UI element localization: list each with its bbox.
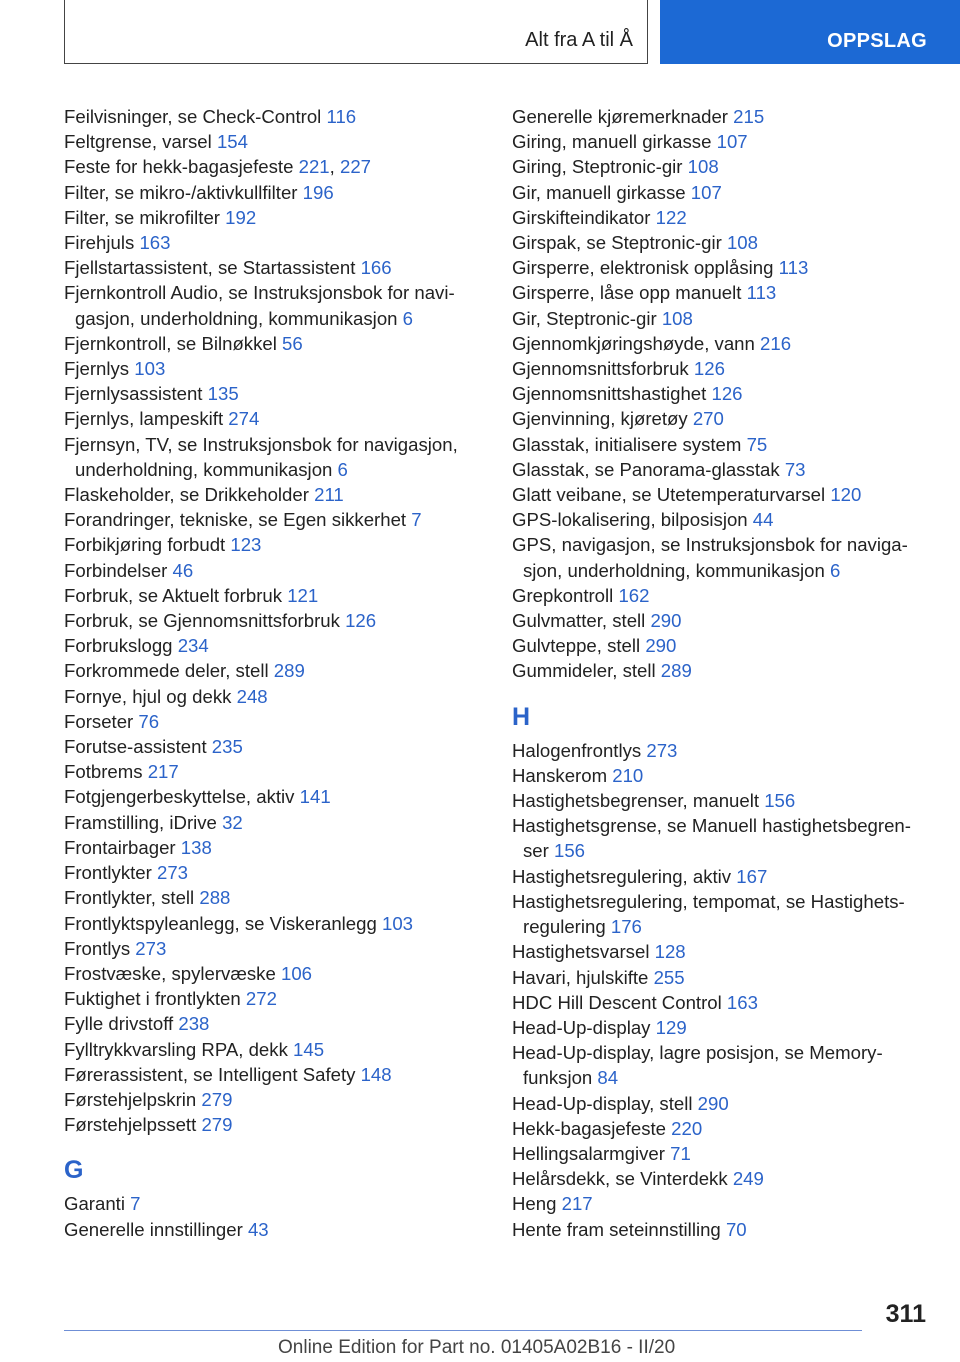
index-entry <box>512 1015 932 1040</box>
index-entry <box>512 280 932 305</box>
index-entry <box>64 180 484 205</box>
entry-term: Feltgrense, varsel <box>64 131 217 153</box>
footer-edition: Online Edition for Part no. 01405A02B16 - II/20 <box>278 1337 676 1358</box>
page-reference-link[interactable]: 6 <box>337 458 348 480</box>
index-entry <box>64 633 484 658</box>
index-entry <box>512 583 932 608</box>
page-reference-link[interactable]: 167 <box>736 865 768 887</box>
page-reference-link[interactable]: 156 <box>764 790 796 812</box>
page-reference-link[interactable]: 192 <box>225 206 257 228</box>
page-reference-link[interactable]: 249 <box>732 1168 764 1190</box>
entry-term: Hente fram seteinnstilling <box>512 1218 726 1240</box>
page-reference-link[interactable]: 76 <box>138 710 160 732</box>
index-entry <box>512 1040 932 1090</box>
entry-term: Frontlykter, stell <box>64 887 200 909</box>
index-entry <box>512 482 932 507</box>
entry-term: Havari, hjulskifte <box>512 966 654 988</box>
entry-term: Girskifteindikator <box>512 206 656 228</box>
entry-term: Forkrommede deler, stell <box>64 660 274 682</box>
entry-term: Fotgjengerbeskyttelse, aktiv <box>64 786 300 808</box>
entry-term: Feste for hekk-bagasjefeste <box>64 156 299 178</box>
entry-term: Fjernlys, lampeskift <box>64 408 229 430</box>
entry-term: Frontlyktspyleanlegg, se Viskeranlegg <box>64 912 382 934</box>
page-reference-link[interactable]: 279 <box>201 1114 233 1136</box>
entry-term: Head-Up-display, lagre posisjon, se Memory- <box>512 1042 883 1064</box>
page-reference-link[interactable]: 70 <box>725 1218 747 1240</box>
index-column-right <box>512 104 932 1242</box>
page-reference-link[interactable]: 273 <box>646 739 678 761</box>
index-entry <box>512 633 932 658</box>
page-number: 311 <box>885 1300 926 1328</box>
entry-term: Girsperre, elektronisk opplåsing <box>512 257 779 279</box>
tab-label: OPPSLAG <box>827 30 927 52</box>
entry-term: Gir, Steptronic-gir <box>512 307 662 329</box>
page-reference-link[interactable]: 108 <box>661 307 693 329</box>
page-reference-link[interactable]: 274 <box>228 408 260 430</box>
index-letter-heading: H <box>512 702 531 731</box>
entry-continuation <box>512 838 932 863</box>
page-reference-link[interactable]: 220 <box>671 1117 703 1139</box>
page-reference-link[interactable]: 148 <box>360 1063 392 1085</box>
entry-term: Forbikjøring forbudt <box>64 534 231 556</box>
entry-term: Helårsdekk, se Vinterdekk <box>512 1168 733 1190</box>
entry-term: Flaskeholder, se Drikkeholder <box>64 484 315 506</box>
page-reference-link[interactable]: 107 <box>690 181 722 203</box>
index-entry <box>64 154 484 179</box>
index-entry <box>64 1011 484 1036</box>
index-entry <box>64 1112 484 1137</box>
page-reference-link[interactable]: 126 <box>711 383 743 405</box>
entry-term: Hastighetsbegrenser, manuelt <box>512 790 765 812</box>
index-entry <box>512 813 932 863</box>
page-reference-link[interactable]: 32 <box>222 811 243 833</box>
index-entry <box>512 129 932 154</box>
entry-term: Hastighetsregulering, aktiv <box>512 865 737 887</box>
index-entry <box>64 583 484 608</box>
entry-term-continued: regulering <box>523 916 611 938</box>
index-entry <box>64 885 484 910</box>
entry-term: Førstehjelpskrin <box>64 1088 202 1110</box>
page-reference-link[interactable]: 216 <box>760 332 792 354</box>
entry-term: Fjernlys <box>64 358 135 380</box>
entry-term: Girspak, se Steptronic-gir <box>512 232 727 254</box>
page-reference-link[interactable]: 235 <box>211 736 243 758</box>
index-entry <box>512 763 932 788</box>
page-reference-link[interactable]: 238 <box>178 1013 210 1035</box>
index-entry <box>64 860 484 885</box>
index-entry <box>512 507 932 532</box>
index-entry <box>64 507 484 532</box>
page-reference-link[interactable]: 211 <box>314 484 344 506</box>
page-reference-link[interactable]: 279 <box>201 1088 233 1110</box>
page-reference-link[interactable]: 6 <box>402 307 414 329</box>
entry-term-continued: ser <box>523 840 554 862</box>
page-reference-link[interactable]: 163 <box>726 991 758 1013</box>
index-entry <box>64 558 484 583</box>
entry-term: Gummideler, stell <box>512 660 661 682</box>
entry-term: Generelle kjøremerknader <box>512 106 734 127</box>
page-reference-link[interactable]: 120 <box>830 484 862 506</box>
entry-continuation <box>512 558 932 583</box>
entry-term: Head-Up-display <box>512 1016 656 1038</box>
page-reference-link[interactable]: 103 <box>134 358 166 380</box>
entry-term: Giring, manuell girkasse <box>512 131 717 153</box>
index-entry <box>64 205 484 230</box>
page-reference-link[interactable]: 273 <box>157 862 189 884</box>
page-reference-link[interactable]: 84 <box>597 1067 619 1089</box>
entry-term: Gjennomkjøringshøyde, vann <box>512 332 761 354</box>
entry-term: GPS, navigasjon, se Instruksjonsbok for naviga- <box>512 534 908 556</box>
entry-term: Frontairbager <box>64 836 181 858</box>
index-entry <box>512 864 932 889</box>
index-entry <box>64 936 484 961</box>
entry-term: Gjennomsnittsforbruk <box>512 358 694 380</box>
index-entry <box>512 1116 932 1141</box>
entry-term: Gjenvinning, kjøretøy <box>512 408 693 430</box>
page-reference-link[interactable]: 138 <box>180 836 212 858</box>
index-entry <box>512 230 932 255</box>
index-entry <box>64 255 484 280</box>
entry-term: Framstilling, iDrive <box>64 811 223 833</box>
entry-term: Gir, manuell girkasse <box>512 181 691 203</box>
entry-term: Filter, se mikro-/aktivkullfilter <box>64 181 303 203</box>
index-entry <box>512 532 932 582</box>
index-entry <box>64 406 484 431</box>
page-reference-link[interactable]: 7 <box>411 509 422 531</box>
index-entry <box>64 608 484 633</box>
entry-term: Hellingsalarmgiver <box>512 1142 671 1164</box>
index-entry <box>512 154 932 179</box>
index-entry <box>64 432 484 482</box>
entry-term: Heng <box>512 1193 562 1215</box>
page-reference-link[interactable]: 290 <box>645 635 677 657</box>
page-reference-link[interactable]: 289 <box>660 660 692 682</box>
entry-term: Head-Up-display, stell <box>512 1092 698 1114</box>
entry-term: Glatt veibane, se Utetemperaturvarsel <box>512 484 831 506</box>
page-reference-link[interactable]: 107 <box>716 131 748 153</box>
entry-term: Fylle drivstoff <box>64 1013 179 1035</box>
page-reference-link[interactable]: 273 <box>135 937 167 959</box>
index-letter-heading: G <box>64 1156 84 1185</box>
entry-term: Girsperre, låse opp manuelt <box>512 282 747 304</box>
entry-term: Glasstak, se Panorama-glasstak <box>512 458 785 480</box>
index-entry <box>64 1037 484 1062</box>
index-entry <box>512 1166 932 1191</box>
index-entry <box>64 835 484 860</box>
index-entry <box>64 961 484 986</box>
entry-term: Forbindelser <box>64 559 173 581</box>
page-reference-link[interactable]: 156 <box>554 840 586 862</box>
index-entry <box>64 684 484 709</box>
index-entry <box>512 306 932 331</box>
index-entry <box>64 356 484 381</box>
page-reference-link[interactable]: 217 <box>561 1193 593 1215</box>
entry-term: Fjernlysassistent <box>64 383 208 405</box>
index-entry <box>512 889 932 939</box>
entry-term: GPS-lokalisering, bilposisjon <box>512 509 753 531</box>
page-reference-link[interactable]: 7 <box>130 1193 141 1215</box>
entry-term: Gjennomsnittshastighet <box>512 383 712 405</box>
index-entry <box>512 406 932 431</box>
page-reference-link[interactable]: 227 <box>340 156 372 178</box>
page-reference-link[interactable]: 166 <box>360 257 392 279</box>
index-entry <box>512 331 932 356</box>
entry-term: Førstehjelpssett <box>64 1114 202 1136</box>
index-entry <box>512 180 932 205</box>
entry-term: Forbrukslogg <box>64 635 178 657</box>
page-reference-link[interactable]: 255 <box>653 966 685 988</box>
entry-term: Fjellstartassistent, se Startassistent <box>64 257 361 279</box>
page-reference-link[interactable]: 248 <box>236 685 268 707</box>
entry-term-continued: sjon, underholdning, kommunikasjon <box>523 559 830 581</box>
index-entry <box>512 1141 932 1166</box>
page-reference-link[interactable]: 106 <box>280 962 313 984</box>
index-entry <box>64 280 484 330</box>
index-entry <box>64 734 484 759</box>
index-entry <box>64 482 484 507</box>
page-reference-link[interactable]: 196 <box>302 181 334 203</box>
entry-term: Hanskerom <box>512 764 613 786</box>
entry-term: Hastighetsgrense, se Manuell hastighetsbegren- <box>512 815 911 837</box>
page-reference-link[interactable]: 71 <box>670 1142 691 1164</box>
page-reference-link[interactable]: 108 <box>726 232 758 254</box>
entry-term: Grepkontroll <box>512 584 619 606</box>
index-entry <box>64 1087 484 1112</box>
entry-term: Frostvæske, spylervæske <box>64 962 281 984</box>
index-entry <box>512 432 932 457</box>
entry-term: Fjernkontroll Audio, se Instruksjonsbok for navi- <box>64 282 455 304</box>
page-reference-link[interactable]: 129 <box>655 1016 687 1038</box>
entry-term-continued: gasjon, underholdning, kommunikasjon <box>75 307 403 329</box>
entry-term: Giring, Steptronic-gir <box>512 156 688 178</box>
page-reference-link[interactable]: 128 <box>654 941 686 963</box>
entry-term: Glasstak, initialisere system <box>512 433 747 455</box>
page-reference-link[interactable]: 6 <box>829 559 841 581</box>
entry-continuation <box>512 914 932 939</box>
page-reference-link[interactable]: 103 <box>382 912 414 934</box>
page-reference-link[interactable]: 163 <box>139 232 171 254</box>
entry-term: Hastighetsvarsel <box>512 941 655 963</box>
page-reference-link[interactable]: 116 <box>326 106 357 127</box>
entry-term: Fylltrykkvarsling RPA, dekk <box>64 1038 294 1060</box>
page-reference-link[interactable]: 135 <box>207 383 239 405</box>
index-entry <box>512 939 932 964</box>
page-reference-link[interactable]: 123 <box>230 534 262 556</box>
header-tab[interactable] <box>660 0 960 64</box>
entry-continuation <box>64 457 484 482</box>
index-entry <box>64 658 484 683</box>
index-entry <box>64 1191 484 1216</box>
index-entry <box>512 990 932 1015</box>
page-separator: , <box>329 156 340 178</box>
entry-term: Fotbrems <box>64 761 148 783</box>
entry-term-continued: funksjon <box>523 1067 598 1089</box>
index-column-left <box>64 104 484 1242</box>
index-entry <box>512 381 932 406</box>
entry-continuation <box>64 306 484 331</box>
index-entry <box>512 965 932 990</box>
page-reference-link[interactable]: 73 <box>784 458 806 480</box>
entry-term: Fuktighet i frontlykten <box>64 988 246 1010</box>
page-reference-link[interactable]: 270 <box>692 408 724 430</box>
entry-term: Forbruk, se Aktuelt forbruk <box>64 584 288 606</box>
index-entry <box>64 810 484 835</box>
entry-term: Fornye, hjul og dekk <box>64 685 237 707</box>
page-reference-link[interactable]: 210 <box>612 764 644 786</box>
index-entry <box>64 709 484 734</box>
page-reference-link[interactable]: 176 <box>610 916 642 938</box>
entry-term-continued: underholdning, kommunikasjon <box>75 458 338 480</box>
entry-term: Forandringer, tekniske, se Egen sikkerhet <box>64 509 412 531</box>
entry-term: Frontlykter <box>64 862 157 884</box>
footer-rule <box>64 1330 862 1331</box>
page-reference-link[interactable]: 46 <box>172 559 194 581</box>
entry-term: HDC Hill Descent Control <box>512 991 727 1013</box>
page-reference-link[interactable]: 126 <box>345 610 377 632</box>
entry-term: Firehjuls <box>64 232 140 254</box>
entry-term: Fjernkontroll, se Bilnøkkel <box>64 332 283 354</box>
page-reference-link[interactable]: 234 <box>177 635 209 657</box>
entry-term: Hastighetsregulering, tempomat, se Hastighets- <box>512 890 905 912</box>
page-reference-link[interactable]: 290 <box>650 610 682 632</box>
index-entry <box>512 738 932 763</box>
index-entry <box>512 205 932 230</box>
index-entry <box>64 911 484 936</box>
index-entry <box>512 658 932 683</box>
index-entry <box>512 1191 932 1216</box>
page-reference-link[interactable]: 113 <box>778 257 809 279</box>
page-reference-link[interactable]: 288 <box>199 887 231 909</box>
page-reference-link[interactable]: 43 <box>247 1218 269 1240</box>
index-entry <box>64 1217 484 1242</box>
index-entry <box>512 788 932 813</box>
page-reference-link[interactable]: 215 <box>733 106 765 127</box>
index-entry <box>64 759 484 784</box>
entry-term: Forutse-assistent <box>64 736 212 758</box>
index-entry <box>512 356 932 381</box>
entry-term: Halogenfrontlys <box>512 739 647 761</box>
entry-term: Frontlys <box>64 937 136 959</box>
index-entry <box>64 784 484 809</box>
entry-term: Feilvisninger, se Check-Control <box>64 106 327 127</box>
index-entry <box>64 381 484 406</box>
page-reference-link[interactable]: 154 <box>216 131 248 153</box>
entry-term: Gulvteppe, stell <box>512 635 646 657</box>
entry-term: Fjernsyn, TV, se Instruksjonsbok for navigasjon, <box>64 433 458 455</box>
index-entry <box>64 532 484 557</box>
page-reference-link[interactable]: 145 <box>293 1038 325 1060</box>
index-entry <box>512 1217 932 1242</box>
entry-term: Generelle innstillinger <box>64 1218 248 1240</box>
index-entry <box>512 255 932 280</box>
page-reference-link[interactable]: 108 <box>687 156 719 178</box>
entry-term: Gulvmatter, stell <box>512 610 651 632</box>
page-reference-link[interactable]: 221 <box>298 156 330 178</box>
page-reference-link[interactable]: 126 <box>693 358 725 380</box>
entry-term: Førerassistent, se Intelligent Safety <box>64 1063 361 1085</box>
page-reference-link[interactable]: 289 <box>273 660 305 682</box>
index-entry <box>64 986 484 1011</box>
entry-term: Forbruk, se Gjennomsnittsforbruk <box>64 610 346 632</box>
index-entry <box>64 129 484 154</box>
index-entry <box>64 104 484 129</box>
entry-term: Hekk-bagasjefeste <box>512 1117 672 1139</box>
entry-term: Filter, se mikrofilter <box>64 206 226 228</box>
index-entry <box>512 457 932 482</box>
index-entry <box>64 1062 484 1087</box>
section-title: Alt fra A til Å <box>525 29 633 51</box>
entry-term: Forseter <box>64 710 139 732</box>
page-reference-link[interactable]: 272 <box>245 988 277 1010</box>
index-entry <box>512 608 932 633</box>
entry-continuation <box>512 1065 932 1090</box>
index-entry <box>512 104 932 129</box>
page-reference-link[interactable]: 141 <box>299 786 331 808</box>
entry-term: Garanti <box>64 1193 131 1215</box>
index-entry <box>64 331 484 356</box>
page-reference-link[interactable]: 75 <box>746 433 768 455</box>
page-reference-link[interactable]: 217 <box>147 761 179 783</box>
page-reference-link[interactable]: 56 <box>282 332 303 354</box>
index-entry <box>64 230 484 255</box>
index-entry <box>512 1091 932 1116</box>
page-reference-link[interactable]: 290 <box>697 1092 729 1114</box>
page-reference-link[interactable]: 44 <box>752 509 774 531</box>
page-reference-link[interactable]: 122 <box>655 206 687 228</box>
page-reference-link[interactable]: 113 <box>746 282 777 304</box>
header-section-box <box>64 0 648 64</box>
page-reference-link[interactable]: 121 <box>287 584 319 606</box>
page-reference-link[interactable]: 162 <box>618 584 650 606</box>
